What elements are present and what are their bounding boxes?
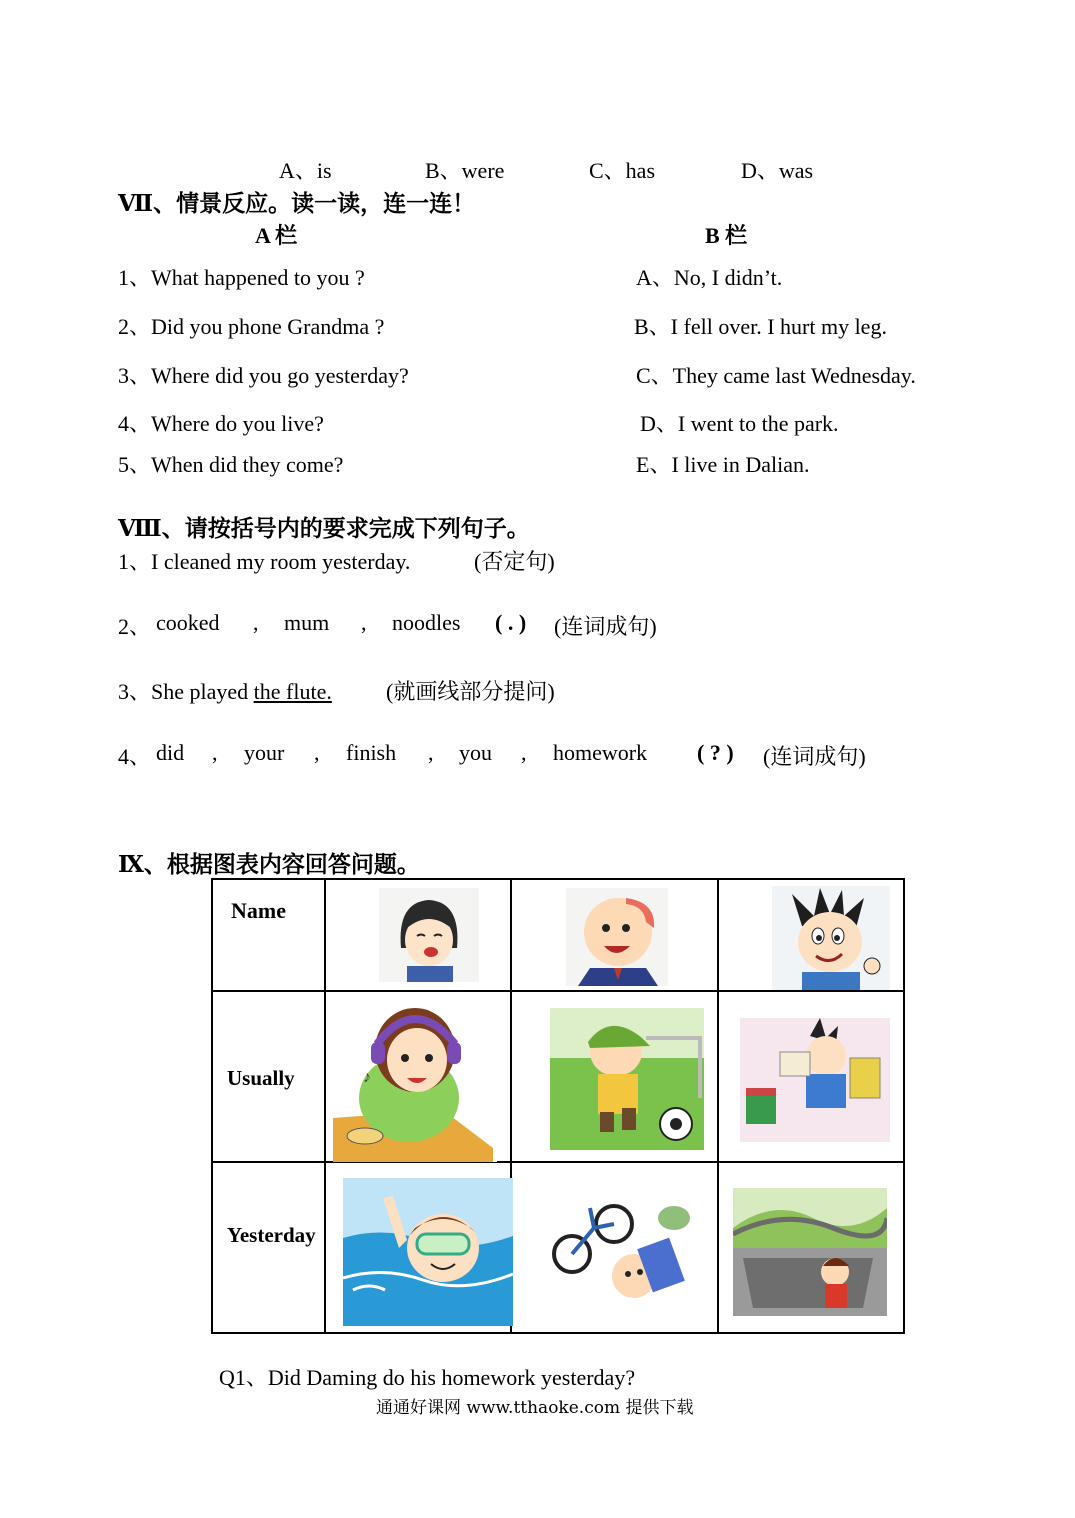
question-q1: Q1、Did Daming do his homework yesterday?: [219, 1365, 636, 1390]
activity-table: [211, 878, 905, 1334]
girl-face-image: [379, 888, 479, 982]
boy-great-wall-image: [733, 1188, 887, 1316]
s8-item-1-num: 1、: [118, 549, 152, 574]
s8-item-2-word: mum: [284, 610, 330, 635]
s8-item-2-punct: ( . ): [495, 610, 527, 635]
s8-item-3-pre: She played: [151, 679, 254, 704]
b-item-a: A、No, I didn’t.: [636, 265, 783, 290]
table-divider: [717, 880, 719, 1332]
option-d: D、was: [741, 158, 814, 183]
table-divider: [213, 1161, 903, 1163]
s8-item-4-word: ,: [521, 740, 527, 765]
s8-item-3-num: 3、: [118, 679, 152, 704]
s8-item-4-num: 4、: [118, 744, 152, 769]
section-9-title: Ⅸ、根据图表内容回答问题。: [118, 851, 420, 878]
b-item-b: B、I fell over. I hurt my leg.: [634, 314, 887, 339]
daming-face-image: [772, 886, 890, 990]
s8-item-3: [118, 675, 332, 706]
a-item-1: 1、What happened to you ?: [118, 265, 365, 290]
s8-item-4-word: ,: [428, 740, 434, 765]
s8-item-4-word: finish: [346, 740, 397, 765]
option-b: B、were: [425, 158, 505, 183]
s8-item-3-underlined: the flute.: [253, 679, 332, 704]
svg-text:♪: ♪: [363, 1069, 371, 1086]
s8-item-2-word: noodles: [392, 610, 461, 635]
s8-item-4-word: ,: [212, 740, 218, 765]
b-item-e: E、I live in Dalian.: [636, 452, 810, 477]
a-item-5: 5、When did they come?: [118, 452, 344, 477]
s8-item-4-word: your: [244, 740, 285, 765]
s8-item-2-word: ,: [253, 610, 259, 635]
s8-item-4-word: homework: [553, 740, 648, 765]
row-label-usually: Usually: [227, 1066, 295, 1090]
column-a-header: A 栏: [255, 223, 298, 248]
a-item-2: 2、Did you phone Grandma ?: [118, 314, 385, 339]
s8-item-1-text: I cleaned my room yesterday.: [151, 549, 411, 574]
table-divider: [324, 880, 326, 1332]
column-b-header: B 栏: [705, 223, 748, 248]
s8-item-4-punct: ( ? ): [697, 740, 734, 765]
s8-item-4-word: ,: [314, 740, 320, 765]
boy-playing-football-image: [550, 1008, 704, 1150]
b-item-d: D、I went to the park.: [640, 411, 839, 436]
option-c: C、has: [589, 158, 656, 183]
row-label-name: Name: [231, 898, 286, 923]
girl-listening-music-image: [333, 998, 497, 1162]
s8-item-3-hint: (就画线部分提问): [386, 679, 555, 704]
boy-face-image: [566, 888, 668, 986]
a-item-4: 4、Where do you live?: [118, 411, 324, 436]
b-item-c: C、They came last Wednesday.: [636, 363, 916, 388]
s8-item-4-word: did: [156, 740, 185, 765]
row-label-yesterday: Yesterday: [227, 1223, 316, 1247]
boy-doing-homework-image: [740, 1018, 890, 1142]
option-a: A、is: [279, 158, 332, 183]
boy-fell-off-bike-image: [550, 1178, 696, 1316]
s8-item-2-word: ,: [361, 610, 367, 635]
section-7-title: Ⅶ、情景反应。读一读，连一连！: [118, 190, 476, 217]
footer-credit: 通通好课网 www.tthaoke.com 提供下载: [376, 1398, 694, 1418]
girl-swimming-image: [343, 1178, 513, 1326]
a-item-3: 3、Where did you go yesterday?: [118, 363, 409, 388]
s8-item-2-word: cooked: [156, 610, 220, 635]
s8-item-1-hint: (否定句): [474, 549, 555, 574]
section-8-title: Ⅷ、请按括号内的要求完成下列句子。: [118, 515, 530, 542]
table-divider: [213, 990, 903, 992]
s8-item-4-word: you: [459, 740, 492, 765]
s8-item-2-num: 2、: [118, 614, 152, 639]
s8-item-4-hint: (连词成句): [763, 744, 866, 769]
s8-item-1: [118, 545, 410, 576]
s8-item-2-hint: (连词成句): [554, 614, 657, 639]
